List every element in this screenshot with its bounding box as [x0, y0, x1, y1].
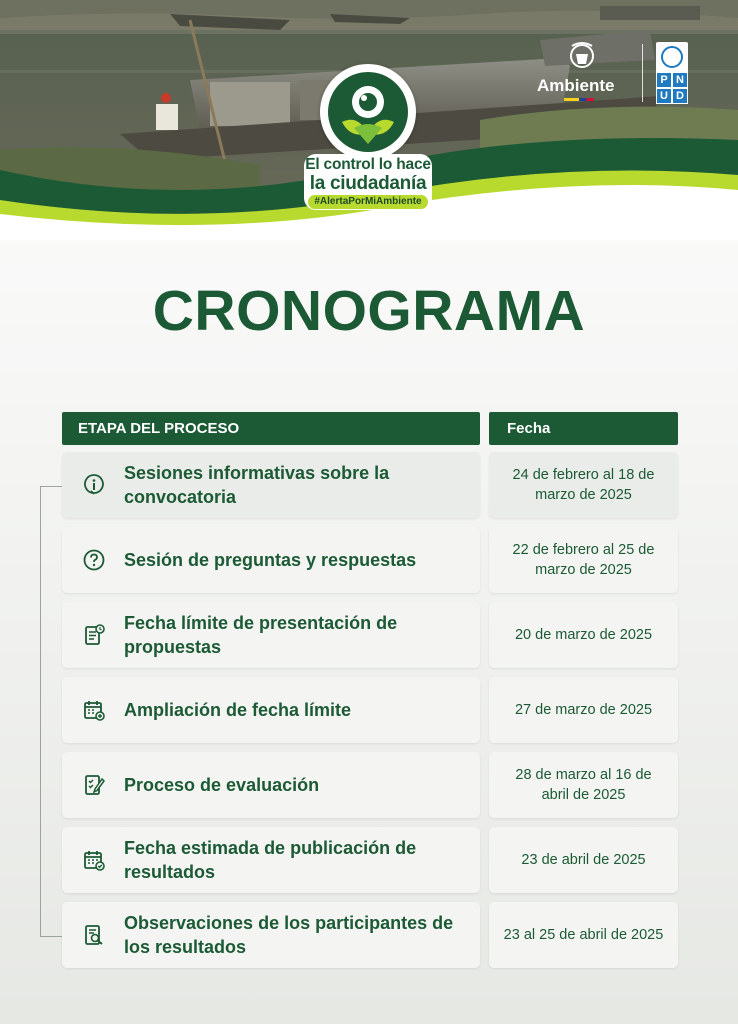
- date-text: 22 de febrero al 25 de marzo de 2025: [512, 542, 655, 578]
- checklist-pencil-icon: [82, 773, 106, 797]
- stage-text: Proceso de evaluación: [124, 775, 320, 795]
- date-text: 20 de marzo de 2025: [514, 627, 653, 643]
- stage-cell: [62, 677, 480, 743]
- date-text: 23 de abril de 2025: [521, 852, 646, 868]
- table-row: [0, 827, 738, 893]
- campaign-logo-circle: [320, 64, 416, 160]
- page-title: CRONOGRAMA: [152, 279, 586, 343]
- stage-text: Fecha límite de presentación de propuestas: [124, 613, 398, 657]
- table-row: [0, 902, 738, 968]
- campaign-line-2: la ciudadanía: [309, 173, 427, 194]
- date-text: 28 de marzo al 16 de abril de 2025: [515, 767, 652, 803]
- column-header-date: Fecha: [489, 412, 678, 445]
- stage-text: Fecha estimada de publicación de resultados: [124, 838, 417, 882]
- un-emblem-icon: [661, 46, 683, 68]
- stage-text: Ampliación de fecha límite: [124, 700, 352, 720]
- date-cell: [489, 902, 678, 968]
- pnud-letter: D: [672, 88, 688, 104]
- stage-text: Observaciones de los participantes de los resultados: [124, 913, 454, 957]
- stage-cell: [62, 827, 480, 893]
- stage-cell: [62, 752, 480, 818]
- stage-cell: [62, 602, 480, 668]
- stage-text: Sesión de preguntas y respuestas: [124, 550, 417, 570]
- table-row: [0, 452, 738, 518]
- eye-leaf-icon: [320, 64, 416, 160]
- table-row: [0, 677, 738, 743]
- date-cell: [489, 602, 678, 668]
- campaign-logo: [300, 62, 436, 212]
- stage-cell: [62, 452, 480, 518]
- question-icon: [82, 548, 106, 572]
- ministry-logo: [532, 38, 642, 108]
- table-row: [0, 752, 738, 818]
- coat-of-arms-icon: [532, 38, 642, 76]
- campaign-line-1: El control lo hace: [305, 156, 431, 173]
- stage-cell: [62, 527, 480, 593]
- logo-separator: [642, 44, 643, 102]
- pnud-letter: U: [656, 88, 672, 104]
- table-row: [0, 602, 738, 668]
- date-text: 23 al 25 de abril de 2025: [503, 927, 664, 943]
- date-cell: [489, 752, 678, 818]
- pnud-letter: N: [672, 72, 688, 88]
- column-header-stage: ETAPA DEL PROCESO: [62, 412, 480, 445]
- ministry-label: Ambiente: [537, 76, 615, 95]
- document-search-icon: [82, 923, 106, 947]
- date-cell: [489, 827, 678, 893]
- calendar-plus-icon: [82, 698, 106, 722]
- date-text: 24 de febrero al 18 de marzo de 2025: [512, 467, 655, 503]
- calendar-check-icon: [82, 848, 106, 872]
- pnud-letter: P: [656, 72, 672, 88]
- stage-text: Sesiones informativas sobre la convocatoria: [124, 463, 390, 507]
- pnud-logo: [656, 42, 688, 104]
- info-icon: [82, 473, 106, 497]
- campaign-hashtag: #AlertaPorMiAmbiente: [308, 195, 428, 209]
- document-clock-icon: [82, 623, 106, 647]
- pnud-letters: [656, 72, 688, 104]
- date-cell: [489, 527, 678, 593]
- date-text: 27 de marzo de 2025: [514, 702, 653, 718]
- table-row: [0, 527, 738, 593]
- colombia-flag-stripe: [564, 98, 594, 101]
- date-cell: [489, 677, 678, 743]
- date-cell: [489, 452, 678, 518]
- stage-cell: [62, 902, 480, 968]
